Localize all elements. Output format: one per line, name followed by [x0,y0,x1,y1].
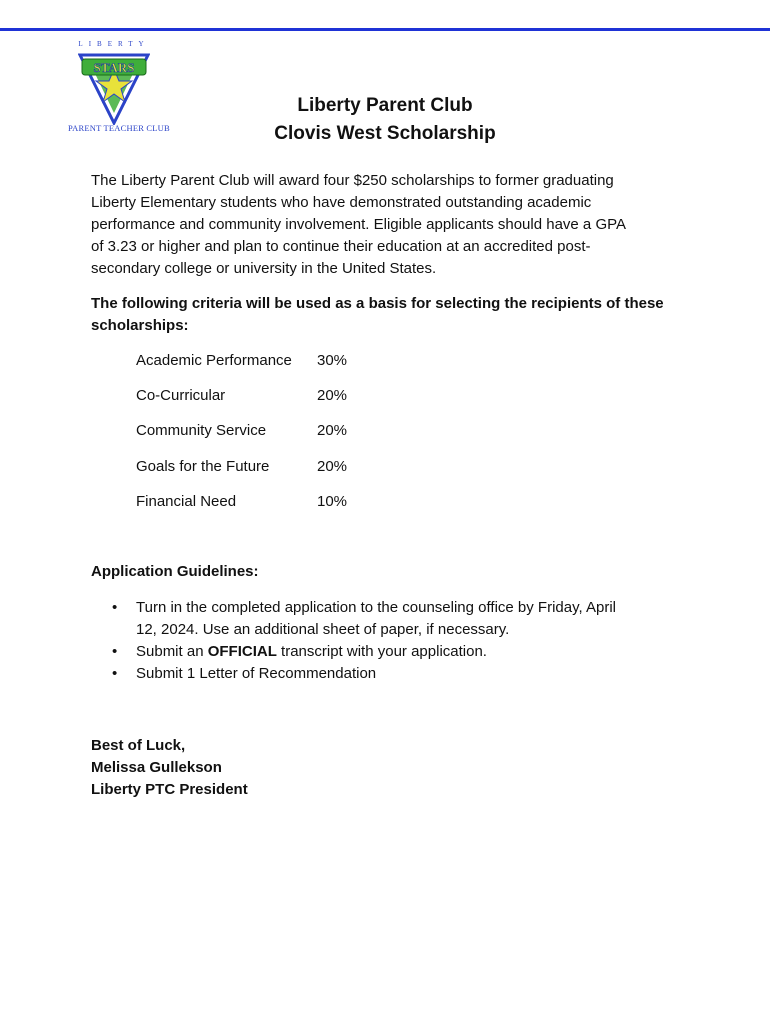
header-rule [0,28,770,31]
logo-top-text: LIBERTY [78,40,150,48]
list-item-text: Submit 1 Letter of Recommendation [136,665,377,682]
signer-name: Melissa Gullekson [91,759,222,776]
doc-subtitle: Clovis West Scholarship [274,123,496,144]
criteria-row [136,350,347,372]
intro-paragraph [91,170,681,280]
list-item-text-post: transcript with your application. [276,643,487,660]
list-item [112,663,682,685]
signature-block [91,735,248,801]
bullet-icon: • [112,643,118,660]
criteria-percent: 30% [317,352,348,369]
criteria-percent: 10% [317,493,348,510]
intro-line: secondary college or university in the United States. [91,260,437,277]
intro-line: performance and community involvement. Eligible applicants should have a GPA [91,216,627,233]
criteria-name: Academic Performance [136,352,292,369]
list-item-text: 12, 2024. Use an additional sheet of paper, if necessary. [136,621,510,638]
criteria-name: Co-Curricular [136,387,226,404]
guidelines-list [112,597,682,685]
criteria-percent: 20% [317,422,348,439]
intro-line: of 3.23 or higher and plan to continue their education at an accredited post- [91,238,591,255]
list-item-text [136,641,682,663]
list-item-emphasis: OFFICIAL [207,643,277,660]
bullet-icon: • [112,599,118,616]
list-item-text-pre: Submit an [136,643,208,660]
list-item-text: Turn in the completed application to the counseling office by Friday, April [136,599,616,616]
guidelines-heading: Application Guidelines: [91,563,259,580]
criteria-intro [91,293,691,337]
signer-title: Liberty PTC President [91,781,248,798]
intro-line: Liberty Elementary students who have demonstrated outstanding academic [91,194,592,211]
criteria-intro-line: scholarships: [91,317,189,334]
doc-title: Liberty Parent Club [297,95,473,116]
criteria-row [136,456,347,478]
svg-text:STARS: STARS [93,60,135,75]
criteria-row [136,420,347,442]
criteria-name: Financial Need [136,493,237,510]
list-item [112,597,682,641]
criteria-name: Goals for the Future [136,458,270,475]
list-item [112,641,682,663]
intro-line: The Liberty Parent Club will award four $250 scholarships to former graduating [91,172,614,189]
signoff-line: Best of Luck, [91,737,186,754]
criteria-row [136,491,347,513]
bullet-icon: • [112,665,118,682]
logo-bottom-text: PARENT TEACHER CLUB [68,123,170,133]
criteria-percent: 20% [317,458,348,475]
criteria-name: Community Service [136,422,267,439]
criteria-row [136,385,347,407]
criteria-percent: 20% [317,387,348,404]
criteria-intro-line: The following criteria will be used as a basis for selecting the recipients of these [91,295,664,312]
